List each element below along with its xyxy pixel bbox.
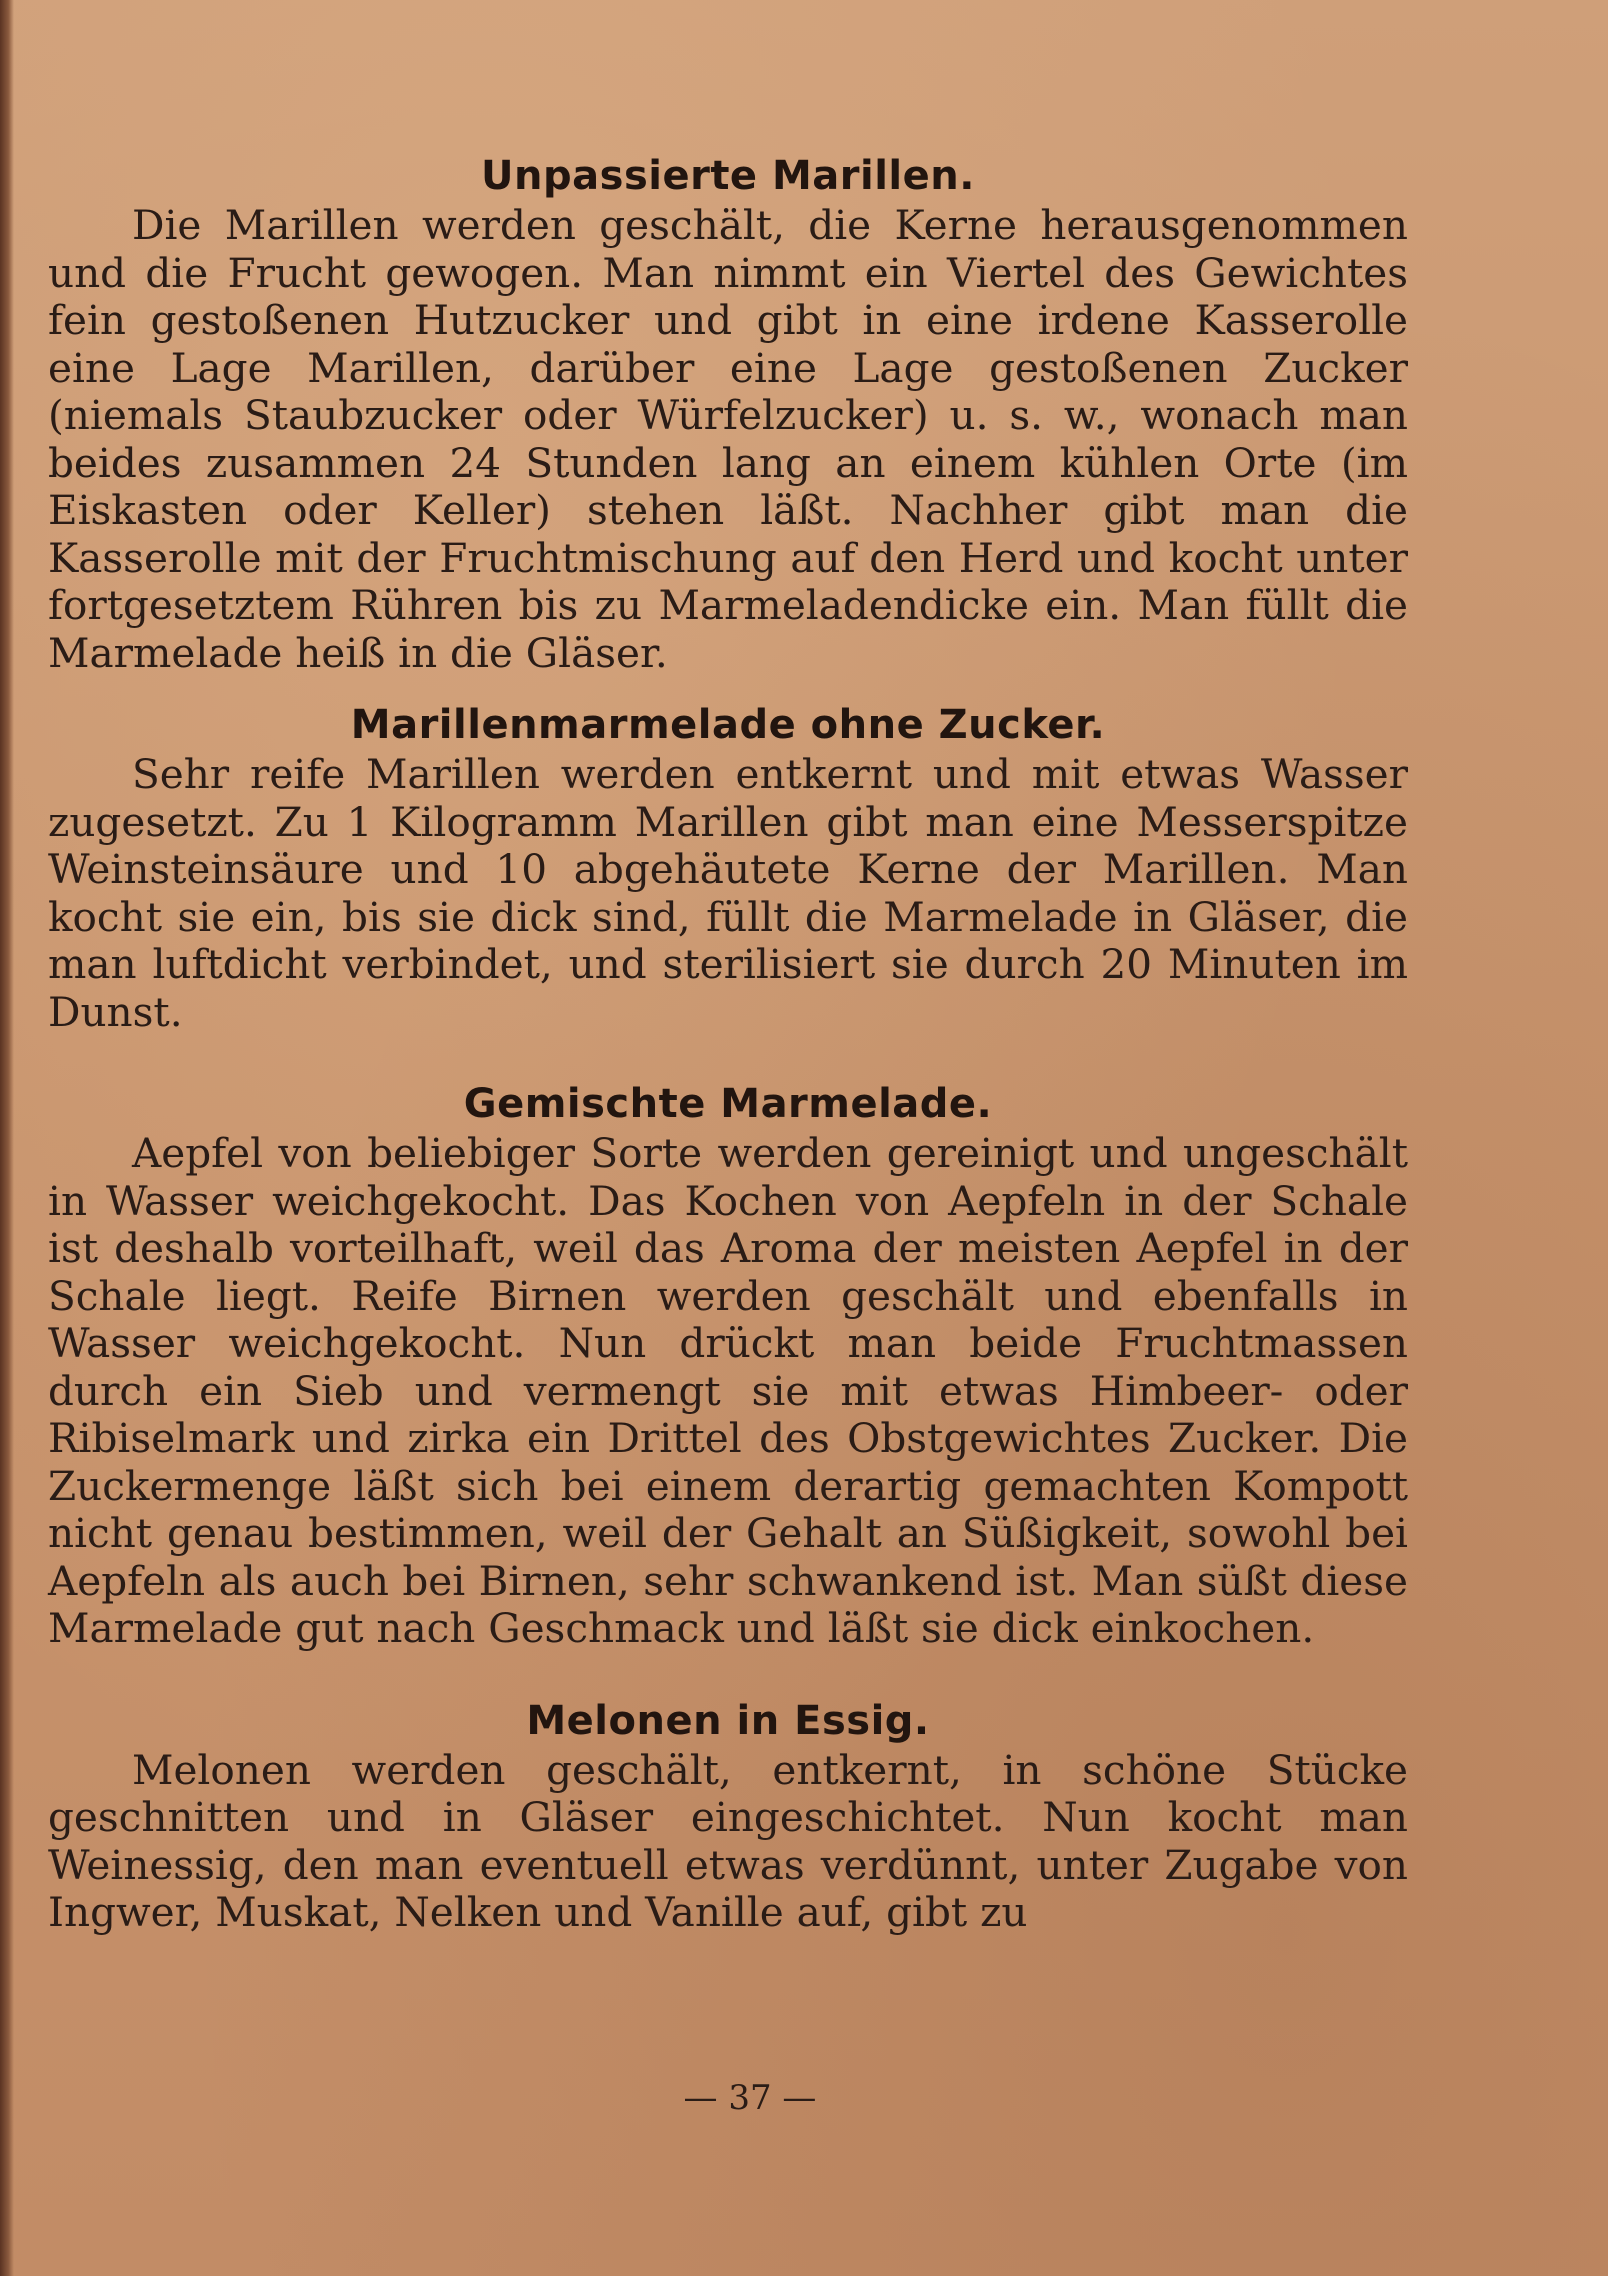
book-spine-shadow bbox=[0, 0, 14, 2276]
page-number: — 37 — bbox=[683, 2078, 817, 2118]
section-text-gemischte-marmelade: Aepfel von beliebiger Sorte werden gereinigt und ungeschält in Wasser weichgekocht. Das Kochen von Aepfeln in der Schale ist deshalb vorteilhaft, weil das Aroma der meisten Aepfel in der Schale liegt. Reife Birnen werden geschält und ebenfalls in Wasser weichgekocht. Nun drückt man beide Fruchtmassen durch ein Sieb und vermengt sie mit etwas Himbeer- oder Ribiselmark und zirka ein Drittel des Obstgewichtes Zucker. Die Zuckermenge läßt sich bei einem derartig gemachten Kompott nicht genau bestimmen, weil der Gehalt an Süßigkeit, sowohl bei Aepfeln als auch bei Birnen, sehr schwankend ist. Man süßt diese Marmelade gut nach Geschmack und läßt sie dick einkochen. bbox=[48, 1129, 1408, 1652]
section-text-unpassierte-marillen: Die Marillen werden geschält, die Kerne herausgenommen und die Frucht gewogen. Man nimmt ein Viertel des Gewichtes fein gestoßenen Hutzucker und gibt in eine irdene Kasserolle eine Lage Marillen, darüber eine Lage gestoßenen Zucker (niemals Staubzucker oder Würfelzucker) u. s. w., wonach man beides zusammen 24 Stunden lang an einem kühlen Orte (im Eiskasten oder Keller) stehen läßt. Nachher gibt man die Kasserolle mit der Fruchtmischung auf den Herd und kocht unter fortgesetztem Rühren bis zu Marmeladendicke ein. Man füllt die Marmelade heiß in die Gläser. bbox=[48, 201, 1408, 677]
section-title-marillenmarmelade-ohne-zucker: Marillenmarmelade ohne Zucker. bbox=[350, 702, 1106, 748]
section-text-melonen-in-essig: Melonen werden geschält, entkernt, in schöne Stücke geschnitten und in Gläser eingeschichtet. Nun kocht man Weinessig, den man eventuell etwas verdünnt, unter Zugabe von Ingwer, Muskat, Nelken und Vanille auf, gibt zu bbox=[48, 1745, 1408, 1936]
section-title-melonen-in-essig: Melonen in Essig. bbox=[526, 1697, 930, 1744]
section-title-gemischte-marmelade: Gemischte Marmelade. bbox=[463, 1081, 993, 1127]
section-title-unpassierte-marillen: Unpassierte Marillen. bbox=[481, 153, 975, 199]
section-text-marillenmarmelade-ohne-zucker: Sehr reife Marillen werden entkernt und mit etwas Wasser zugesetzt. Zu 1 Kilogramm Marillen gibt man eine Messerspitze Weinsteinsäure und 10 abgehäutete Kerne der Marillen. Man kocht sie ein, bis sie dick sind, füllt die Marmelade in Gläser, die man luftdicht verbindet, und sterilisiert sie durch 20 Minuten im Dunst. bbox=[48, 750, 1408, 1036]
page-content bbox=[48, 150, 1408, 1937]
